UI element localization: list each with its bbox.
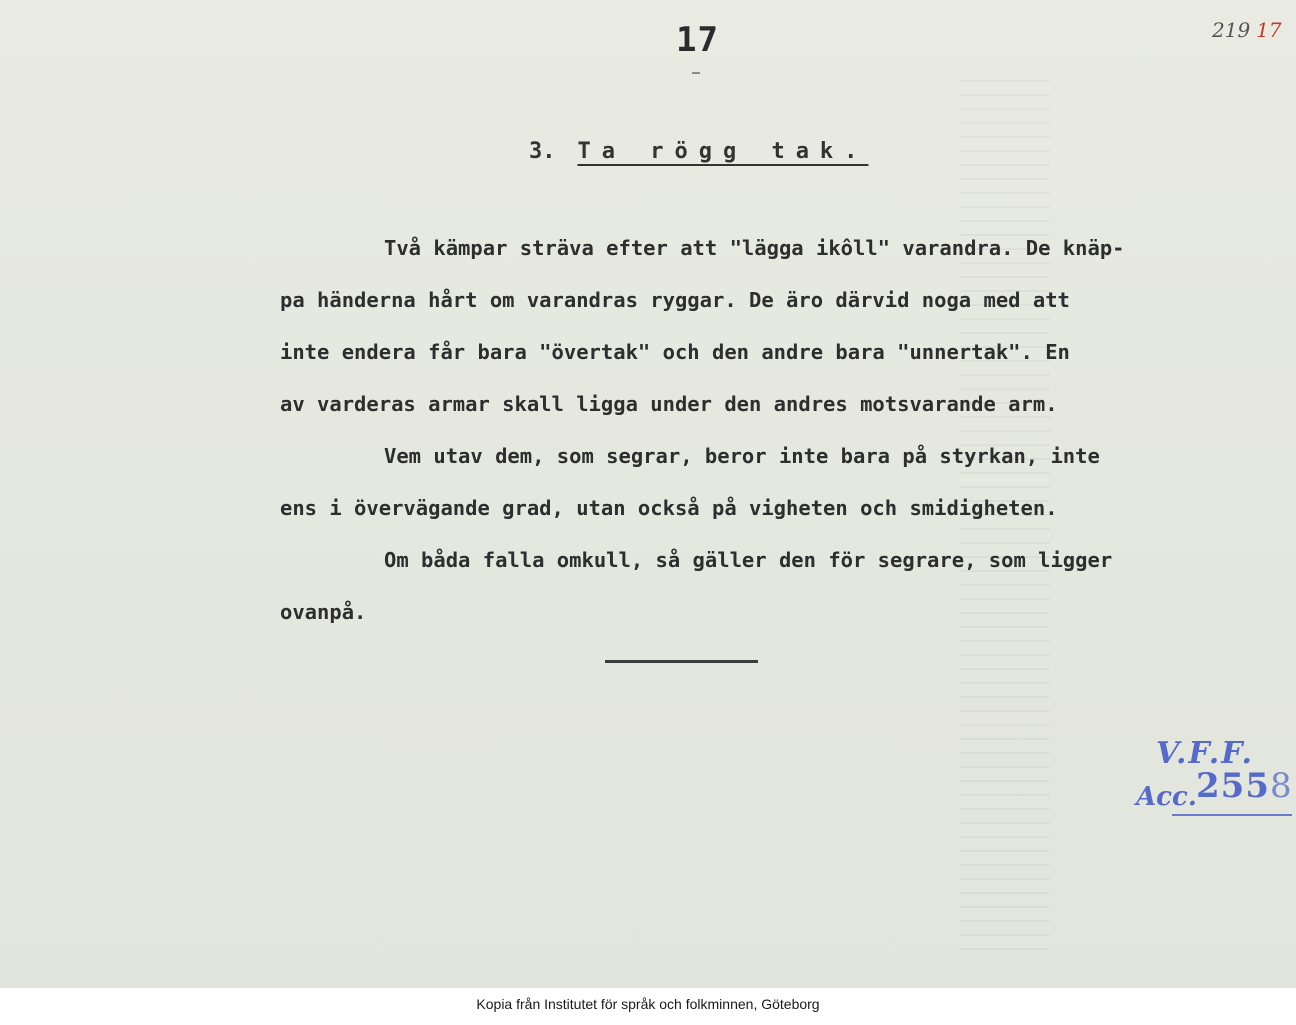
body-line: ens i övervägande grad, utan också på vigheten och smidigheten.	[280, 496, 1058, 520]
body-text	[280, 222, 1280, 638]
page-number-dash	[692, 72, 700, 74]
archive-stamp	[1136, 736, 1296, 826]
archive-number	[1212, 18, 1282, 42]
body-line: pa händerna hårt om varandras ryggar. De äro därvid noga med att	[280, 288, 1070, 312]
body-line: Vem utav dem, som segrar, beror inte bara på styrkan, inte	[384, 444, 1100, 468]
heading-number: 3.	[528, 139, 556, 164]
body-line: av varderas armar skall ligga under den andres motsvarande arm.	[280, 392, 1058, 416]
archive-number-red: 17	[1256, 18, 1282, 42]
stamp-underline	[1172, 814, 1292, 816]
body-line: Två kämpar sträva efter att "lägga ikôll" varandra. De knäp-	[384, 236, 1125, 260]
stamp-prefix: Acc.	[1136, 782, 1197, 812]
closing-rule	[605, 660, 758, 663]
body-line: inte endera får bara "övertak" och den andre bara "unnertak". En	[280, 340, 1070, 364]
footer-credit: Kopia från Institutet för språk och folkminnen, Göteborg	[476, 996, 820, 1012]
page-number: 17	[676, 20, 719, 60]
stamp-number	[1196, 766, 1293, 806]
stamp-number-main: 255	[1196, 766, 1270, 806]
section-heading	[476, 114, 868, 189]
body-line: ovanpå.	[280, 600, 367, 624]
heading-title: Ta rögg tak.	[577, 139, 869, 164]
stamp-top-text: V.F.F.	[1156, 736, 1254, 771]
stamp-number-suffix: 8	[1269, 766, 1293, 806]
archive-number-pencil: 219	[1212, 18, 1251, 42]
body-line: Om båda falla omkull, så gäller den för segrare, som ligger	[384, 548, 1113, 572]
